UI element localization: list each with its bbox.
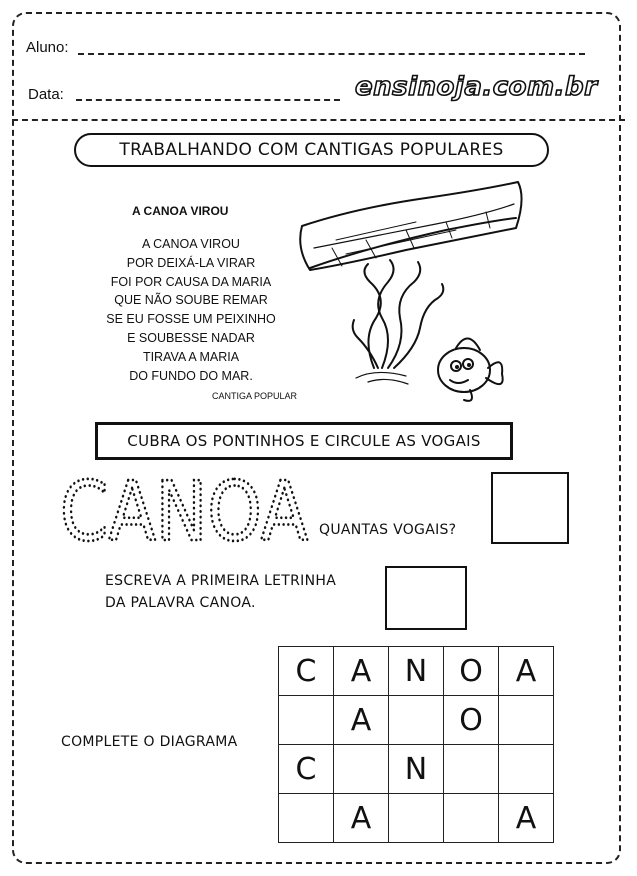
diagram-cell[interactable]: N — [389, 745, 444, 794]
first-letter-instruction — [105, 570, 336, 614]
poem-line: DO FUNDO DO MAR. — [129, 368, 253, 383]
diagram-cell[interactable]: A — [334, 794, 389, 843]
poem-line: A CANOA VIROU — [142, 237, 240, 251]
diagram-cell[interactable] — [444, 794, 499, 843]
diagram-cell[interactable]: A — [334, 696, 389, 745]
diagram-cell[interactable]: A — [334, 647, 389, 696]
poem-text — [96, 235, 286, 385]
diagram-row — [279, 745, 554, 794]
poem-line: FOI POR CAUSA DA MARIA — [110, 274, 272, 289]
diagram-cell[interactable]: C — [279, 745, 334, 794]
poem-line: QUE NÃO SOUBE REMAR — [114, 293, 268, 308]
header-divider — [12, 119, 625, 121]
first-letter-answer-box[interactable] — [385, 566, 467, 630]
diagram-cell[interactable] — [444, 745, 499, 794]
poem-line: E SOUBESSE NADAR — [127, 330, 255, 345]
diagram-row — [279, 647, 554, 696]
poem-line: TIRAVA A MARIA — [142, 349, 240, 364]
date-line[interactable] — [76, 99, 340, 101]
diagram-cell[interactable] — [499, 745, 554, 794]
first-letter-line: ESCREVA A PRIMEIRA LETRINHA — [105, 573, 337, 589]
diagram-cell[interactable] — [334, 745, 389, 794]
canoe-seaweed-fish-illustration — [296, 178, 536, 408]
diagram-cell[interactable] — [279, 794, 334, 843]
page-title: TRABALHANDO COM CANTIGAS POPULARES — [74, 133, 549, 167]
poem-line: SE EU FOSSE UM PEIXINHO — [106, 312, 276, 327]
diagram-row — [279, 696, 554, 745]
instruction-box: CUBRA OS PONTINHOS E CIRCULE AS VOGAIS — [95, 422, 513, 460]
diagram-cell[interactable]: A — [499, 647, 554, 696]
tracing-word-text[interactable]: CANOA — [60, 465, 308, 560]
vowel-count-answer-box[interactable] — [491, 472, 569, 544]
date-label: Data: — [28, 86, 64, 103]
dotted-tracing-word[interactable] — [60, 465, 310, 560]
diagram-cell[interactable]: O — [444, 696, 499, 745]
diagram-cell[interactable]: C — [279, 647, 334, 696]
letter-diagram — [278, 646, 554, 843]
poem-source: CANTIGA POPULAR — [212, 391, 298, 401]
diagram-label: COMPLETE O DIAGRAMA — [61, 734, 238, 750]
diagram-cell[interactable] — [389, 696, 444, 745]
diagram-cell[interactable] — [279, 696, 334, 745]
diagram-cell[interactable] — [499, 696, 554, 745]
student-name-line[interactable] — [78, 53, 585, 55]
site-logo: ensinoja.com.br — [355, 72, 598, 102]
diagram-cell[interactable] — [389, 794, 444, 843]
vowel-question: QUANTAS VOGAIS? — [319, 522, 457, 538]
poem-line: POR DEIXÁ-LA VIRAR — [126, 255, 256, 270]
diagram-cell[interactable]: O — [444, 647, 499, 696]
poem-heading: A CANOA VIROU — [132, 204, 229, 218]
student-label: Aluno: — [26, 39, 69, 56]
diagram-cell[interactable]: N — [389, 647, 444, 696]
first-letter-line: DA PALAVRA CANOA. — [105, 595, 256, 611]
diagram-cell[interactable]: A — [499, 794, 554, 843]
diagram-row — [279, 794, 554, 843]
